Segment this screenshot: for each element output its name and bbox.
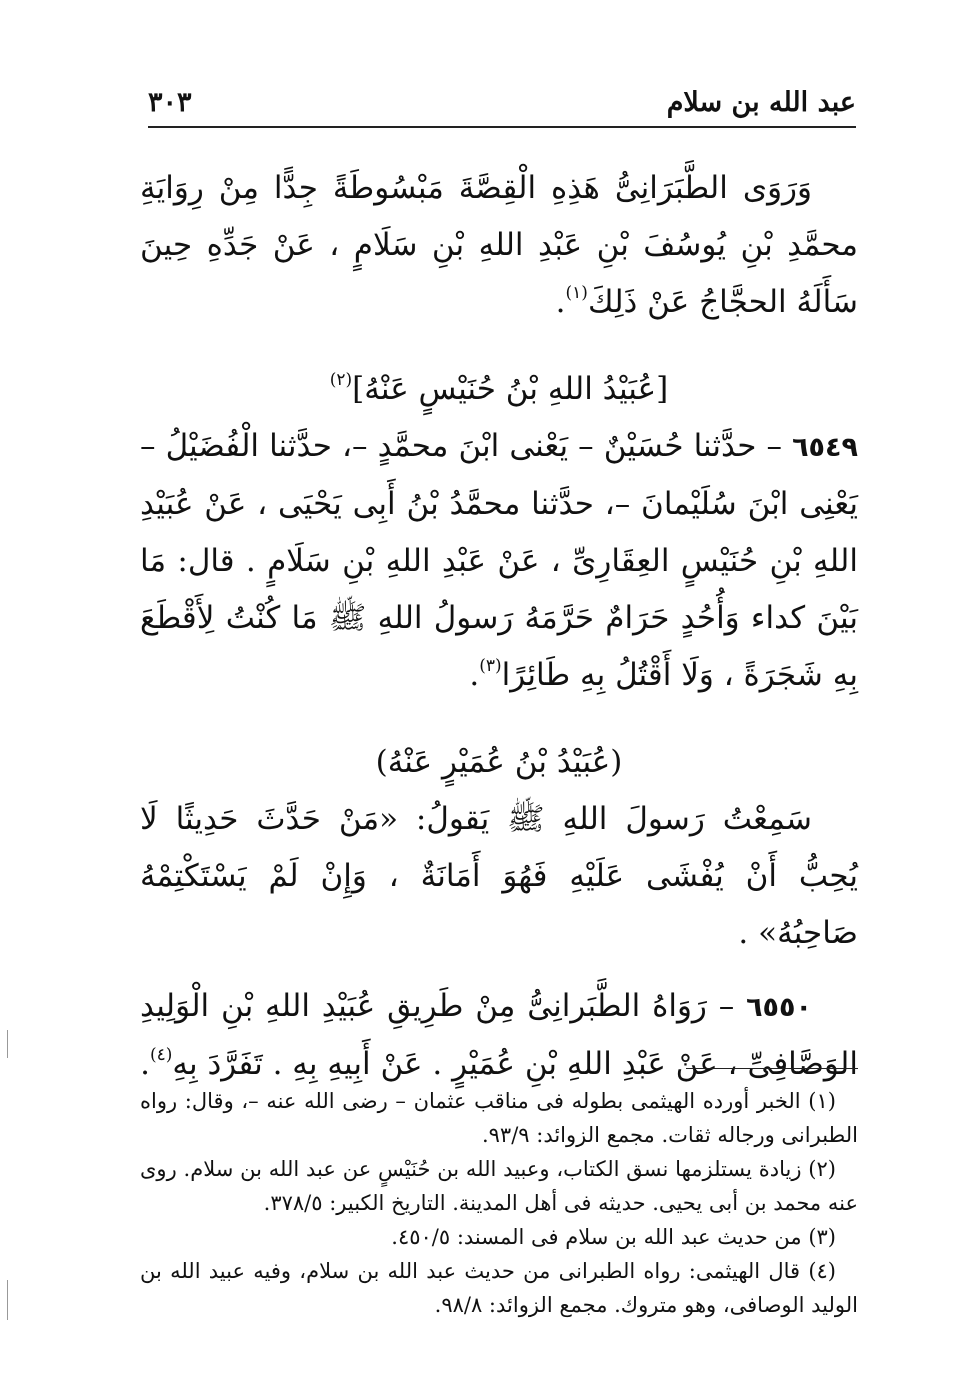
scan-margin-mark xyxy=(7,1280,8,1320)
footnote-ref-4: (٤) xyxy=(149,1045,173,1065)
footnote-1: (١) الخبر أورده الهيثمى بطوله فى مناقب عثمان – رضى الله عنه –، وقال: رواه الطبرانى ورجاله ثقات. مجمع الزوائد: ٩٣/٩. xyxy=(140,1089,858,1147)
paragraph-3: سَمِعْتُ رَسولَ اللهِ ﷺ يَقولُ: «مَنْ حَدَّثَ حَدِيثًا لَا يُحِبُّ أَنْ يُفْشَى عَلَيْهِ فَهُوَ أَمَانَةٌ ، وَإِنْ لَمْ يَسْتَكْتِمْهُ صَاحِبُهُ» . xyxy=(140,801,858,951)
footnotes xyxy=(140,1084,858,1322)
section-heading-2-text: (عُبَيْدُ بْنُ عُمَيْرٍ عَنْهُ) xyxy=(375,744,623,780)
paragraph-1-end: . xyxy=(555,284,566,320)
footnote-2: (٢) زيادة يستلزمها نسق الكتاب، وعبيد الله بن حُنَيْسٍ عن عبد الله بن سلام. روى عنه محمد بن أبى يحيى. حديثه فى أهل المدينة. التاريخ الكبير: ٣٧٨/٥. xyxy=(140,1157,858,1215)
section-heading-2 xyxy=(140,734,858,791)
hadith-6549-end: . xyxy=(469,657,480,693)
running-header xyxy=(148,82,856,128)
hadith-6549 xyxy=(140,418,858,704)
footnote-4: (٤) قال الهيثمى: رواه الطبرانى من حديث عبد الله بن سلام، وفيه عبيد الله بن الوليد الوصافى، وهو متروك. مجمع الزوائد: ٩٨/٨. xyxy=(140,1259,858,1317)
section-heading-1 xyxy=(140,361,858,418)
footnote-3: (٣) من حديث عبد الله بن سلام فى المسند: ٤٥٠/٥. xyxy=(391,1225,836,1249)
footnote-ref-1: (١) xyxy=(565,283,588,303)
footnote-ref-2: (٢) xyxy=(329,370,353,390)
hadith-6550 xyxy=(140,978,858,1093)
paragraph-1-text: وَرَوَى الطَّبَرَانِىُّ هَذِهِ الْقِصَّةَ مَبْسُوطَةً جِدًّا مِنْ رِوَايَةِ محمَّدِ بْنِ يُوسُفَ بْنِ عَبْدِ اللهِ بْنِ سَلَامٍ ، عَنْ جَدِّهِ حِينَ سَأَلَهُ الحجَّاجُ عَنْ ذَلِكَ xyxy=(140,170,858,320)
paragraph-1 xyxy=(140,160,858,331)
hadith-number: ٦٥٥٠ xyxy=(746,992,812,1023)
running-title: عبد الله بن سلام xyxy=(666,87,856,118)
hadith-6550-end: . xyxy=(140,1046,150,1082)
hadith-number: ٦٥٤٩ xyxy=(792,432,858,463)
hadith-6549-text: – حدَّثنا حُسَيْنٌ – يَعْنى ابْنَ محمَّدٍ –، حدَّثنا الْفُضَيْلُ – يَعْنِى ابْنَ سُلَيْمانَ –، حدَّثنا محمَّدُ بْنُ أَبِى يَحْيَى ، عَنْ عُبَيْدِ اللهِ بْنِ حُنَيْسٍ العِقَارِىِّ ، عَنْ عَبْدِ اللهِ بْنِ سَلَامٍ . قال: مَا بَيْنَ كداء وَأُحُدٍ حَرَامٌ حَرَّمَهُ رَسولُ اللهِ ﷺ مَا كُنْتُ لِأَقْطَعَ بِهِ شَجَرَةً ، وَلَا أَقْتُلُ بِهِ طَائِرًا xyxy=(140,428,858,693)
scan-margin-mark xyxy=(7,1030,8,1058)
section-heading-1-text: [عُبَيْدُ اللهِ بْنُ حُنَيْسٍ عَنْهُ] xyxy=(352,371,669,407)
hadith-6550-text: – رَوَاهُ الطَّبَرانِىُّ مِنْ طَرِيقِ عُبَيْدِ اللهِ بْنِ الْوَلِيدِ الوَصَّافِىِّ ، عَنْ عَبْدِ اللهِ بْنِ عُمَيْرٍ . عَنْ أَبِيهِ بِهِ . تَفَرَّدَ بِهِ xyxy=(140,988,858,1082)
page-number: ٣٠٣ xyxy=(148,87,192,118)
footnote-separator xyxy=(686,1068,858,1069)
footnote-ref-3: (٣) xyxy=(479,656,502,676)
main-text xyxy=(140,160,858,1093)
